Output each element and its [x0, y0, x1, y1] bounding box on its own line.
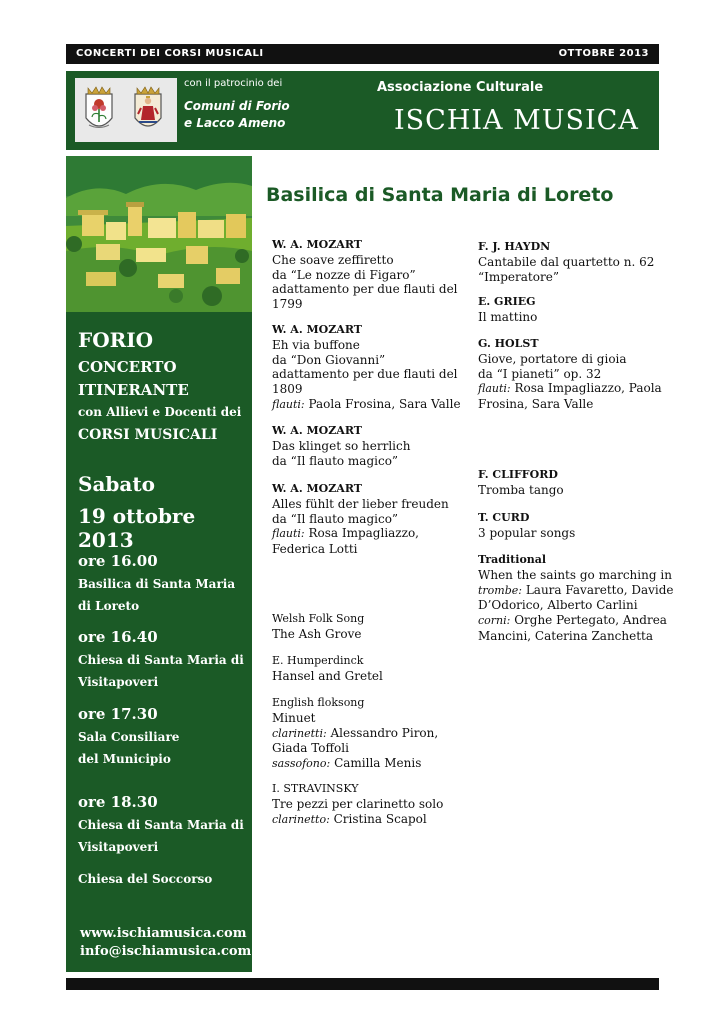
program-item [478, 468, 564, 498]
piece-line: Tromba tango [478, 482, 564, 497]
piece-line: da “Le nozze di Figaro” [272, 267, 416, 282]
time-slot-2: ore 16.40 [78, 628, 158, 646]
composer-name: W. A. MOZART [272, 424, 362, 437]
program-item [272, 482, 449, 557]
header-band [66, 71, 659, 150]
program-item [478, 295, 537, 325]
email-link[interactable]: info@ischiamusica.com [80, 944, 252, 959]
program-item [272, 782, 443, 827]
event-type-line-1: CONCERTO [78, 358, 177, 376]
performer-line [272, 812, 443, 828]
piece-line: “Imperatore” [478, 269, 559, 284]
performer-role: clarinetti: [272, 726, 327, 740]
composer-name: G. HOLST [478, 337, 539, 350]
performer-line [478, 583, 674, 599]
piece-line: Cantabile dal quartetto n. 62 [478, 254, 655, 269]
piece-line: 1799 [272, 297, 303, 312]
performer-names: Mancini, Caterina Zanchetta [478, 628, 654, 643]
piece-line: Das klinget so herrlich [272, 438, 411, 453]
performer-names: Orghe Pertegato, Andrea [514, 613, 667, 628]
time-slot-1-place-2: di Loreto [78, 599, 140, 613]
piece-line: Eh via buffone [272, 337, 360, 352]
extra-place: Chiesa del Soccorso [78, 872, 213, 886]
program-item [272, 696, 438, 772]
event-subtitle: con Allievi e Docenti dei [78, 405, 242, 419]
performer-role: flauti: [272, 527, 305, 541]
performer-role: clarinetto: [272, 812, 330, 826]
piece-line: 3 popular songs [478, 525, 576, 540]
performer-names: Frosina, Sara Valle [478, 397, 594, 412]
time-slot-4-place-1: Chiesa di Santa Maria di [78, 818, 244, 832]
venue-title: Basilica di Santa Maria di Loreto [266, 184, 614, 206]
piece-line: 1809 [272, 382, 303, 397]
event-sidebar [66, 156, 252, 972]
performer-names: Rosa Impagliazzo, [308, 526, 419, 541]
website-link[interactable]: www.ischiamusica.com [80, 926, 247, 941]
series-title: CONCERTI DEI CORSI MUSICALI [76, 48, 264, 59]
composer-name: E. GRIEG [478, 295, 536, 308]
association-label: Associazione Culturale [377, 80, 544, 95]
organization-name: ISCHIA MUSICA [394, 105, 639, 136]
time-slot-4: ore 18.30 [78, 793, 158, 811]
program-item [272, 654, 383, 684]
program-item [478, 553, 674, 644]
patron-line-2: e Lacco Ameno [184, 116, 286, 130]
piece-line: Minuet [272, 710, 316, 725]
performer-role: sassofono: [272, 757, 331, 771]
program-item [272, 323, 461, 413]
piece-line: adattamento per due flauti del [272, 282, 458, 297]
piece-line: Tre pezzi per clarinetto solo [272, 796, 444, 811]
performer-line [478, 613, 674, 629]
event-day: Sabato [78, 472, 155, 496]
composer-name: F. CLIFFORD [478, 468, 558, 481]
event-courses: CORSI MUSICALI [78, 427, 218, 443]
composer-name: T. CURD [478, 511, 530, 524]
event-date: 19 ottobre 2013 [78, 504, 196, 552]
composer-name: W. A. MOZART [272, 482, 362, 495]
composer-name: Traditional [478, 553, 547, 566]
performer-names: Alessandro Piron, [330, 725, 439, 740]
performer-line [478, 381, 662, 397]
crests-box [75, 78, 177, 142]
piece-line: Giove, portatore di gioia [478, 351, 627, 366]
lacco-ameno-crest-icon [129, 84, 167, 136]
time-slot-3-place-2: del Municipio [78, 752, 171, 766]
time-slot-2-place-1: Chiesa di Santa Maria di [78, 653, 244, 667]
performer-line [272, 756, 438, 772]
composer-name: Welsh Folk Song [272, 612, 365, 625]
time-slot-1: ore 16.00 [78, 552, 158, 570]
piece-line: da “Il flauto magico” [272, 453, 399, 468]
piece-line: da “I pianeti” op. 32 [478, 366, 602, 381]
composer-name: E. Humperdinck [272, 654, 364, 667]
composer-name: W. A. MOZART [272, 323, 362, 336]
performer-names: Giada Toffoli [272, 741, 349, 756]
composer-name: F. J. HAYDN [478, 240, 551, 253]
event-type-line-2: ITINERANTE [78, 381, 189, 399]
composer-name: W. A. MOZART [272, 238, 362, 251]
performer-names: Paola Frosina, Sara Valle [308, 396, 461, 411]
performer-line [272, 726, 438, 742]
piece-line: When the saints go marching in [478, 567, 672, 582]
city-name: FORIO [78, 328, 154, 352]
piece-line: Hansel and Gretel [272, 668, 383, 683]
patron-municipalities [184, 98, 290, 132]
performer-line [272, 526, 449, 542]
performer-names: Camilla Menis [334, 756, 422, 771]
top-banner [66, 44, 659, 64]
performer-line [272, 397, 461, 413]
program-item [478, 240, 654, 284]
performer-names: Cristina Scapol [333, 811, 427, 826]
bottom-rule [66, 978, 659, 990]
piece-line: adattamento per due flauti del [272, 367, 458, 382]
program-item [478, 511, 575, 541]
patron-line-1: Comuni di Forio [184, 99, 290, 113]
program-item [272, 424, 410, 468]
performer-role: flauti: [272, 397, 305, 411]
time-slot-3: ore 17.30 [78, 705, 158, 723]
performer-role: trombe: [478, 583, 522, 597]
piece-line: Alles fühlt der lieber freuden [272, 496, 449, 511]
performer-names: Rosa Impagliazzo, Paola [514, 381, 662, 396]
piece-line: Che soave zeffiretto [272, 252, 394, 267]
time-slot-2-place-2: Visitapoveri [78, 675, 159, 689]
program-item [272, 238, 458, 312]
performer-names: D’Odorico, Alberto Carlini [478, 598, 638, 613]
composer-name: English floksong [272, 696, 365, 709]
patronage-label: con il patrocinio dei [184, 78, 283, 89]
program-item [478, 337, 662, 412]
performer-names: Federica Lotti [272, 542, 358, 557]
time-slot-3-place-1: Sala Consiliare [78, 730, 180, 744]
forio-crest-icon [80, 84, 118, 136]
performer-role: corni: [478, 614, 511, 628]
time-slot-4-place-2: Visitapoveri [78, 840, 159, 854]
performer-names: Laura Favaretto, Davide [525, 582, 674, 597]
ischia-landscape-illustration [66, 156, 252, 312]
performer-role: flauti: [478, 382, 511, 396]
piece-line: The Ash Grove [272, 626, 362, 641]
piece-line: Il mattino [478, 309, 538, 324]
composer-name: I. STRAVINSKY [272, 782, 359, 795]
program-item [272, 612, 364, 642]
piece-line: da “Don Giovanni” [272, 352, 386, 367]
time-slot-1-place-1: Basilica di Santa Maria [78, 577, 236, 591]
month-label: OTTOBRE 2013 [558, 48, 649, 59]
piece-line: da “Il flauto magico” [272, 511, 399, 526]
